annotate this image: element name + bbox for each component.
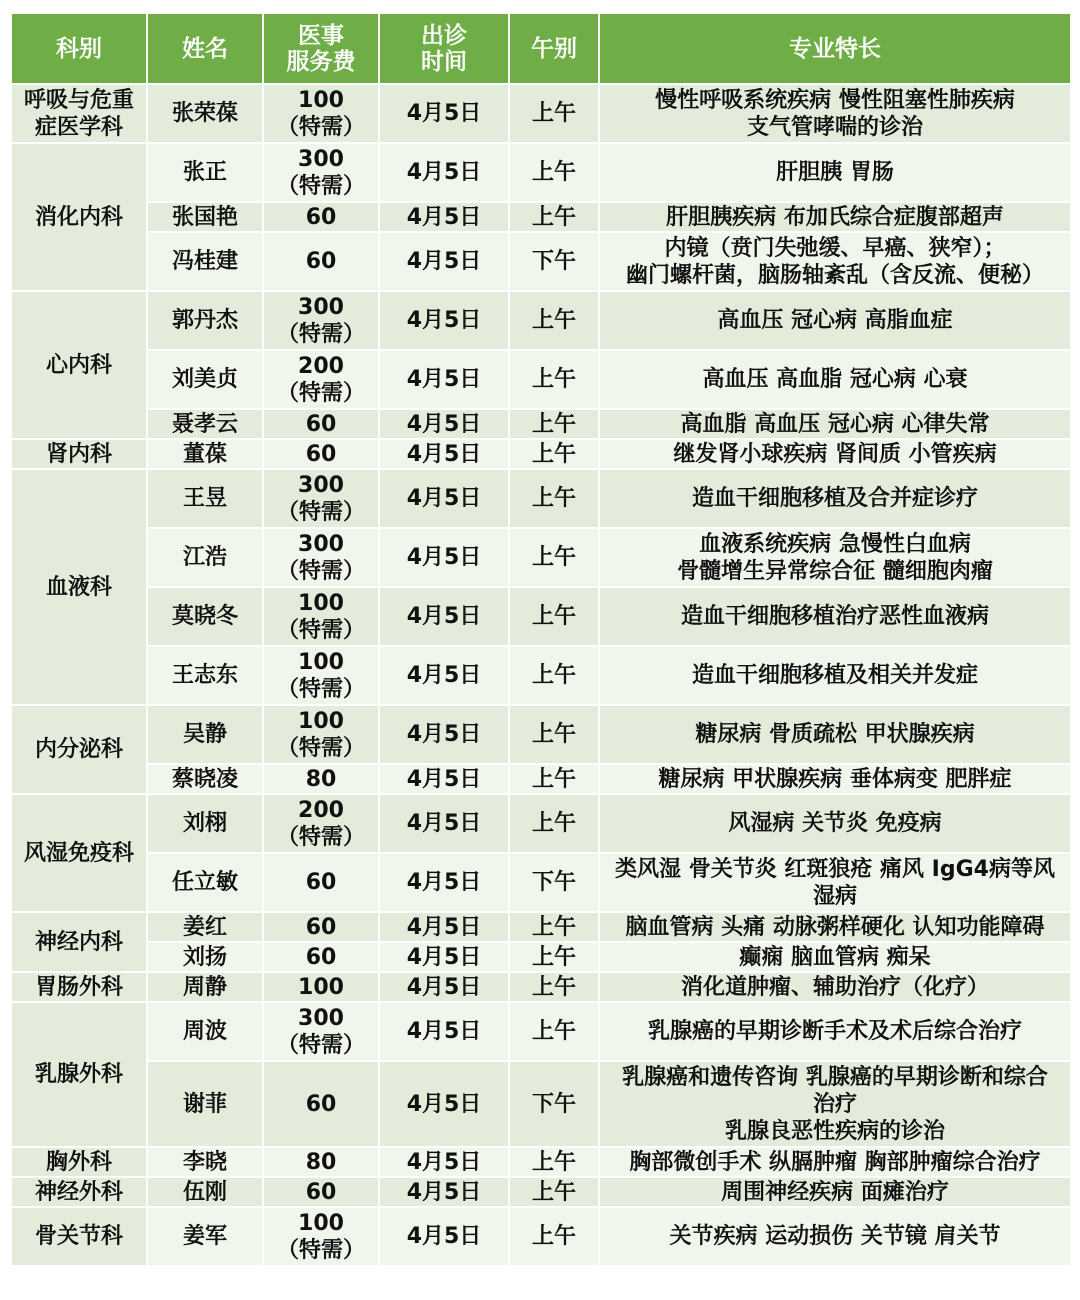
dept-cell: 肾内科	[11, 439, 147, 469]
fee-value: 80	[305, 1149, 337, 1175]
visit-date: 4月5日	[379, 1177, 509, 1207]
doctor-name: 姜军	[147, 1207, 263, 1266]
specialty-line: 高血脂 高血压 冠心病 心律失常	[680, 411, 990, 437]
table-row	[11, 1207, 1071, 1266]
visit-date: 4月5日	[379, 1061, 509, 1147]
fee-cell	[263, 794, 379, 853]
specialty-cell	[599, 853, 1071, 912]
visit-date: 4月5日	[379, 143, 509, 202]
specialty-line: 糖尿病 骨质疏松 甲状腺疾病	[695, 722, 975, 747]
fee-cell	[263, 350, 379, 409]
visit-date: 4月5日	[379, 1207, 509, 1266]
doctor-name: 伍刚	[147, 1177, 263, 1207]
fee-value: 200	[298, 353, 344, 379]
doctor-name: 董葆	[147, 439, 263, 469]
fee-value: 80	[305, 766, 337, 792]
visit-period: 上午	[509, 350, 599, 409]
fee-value: 100	[298, 590, 344, 616]
specialty-line: 造血干细胞移植及相关并发症	[691, 663, 978, 688]
visit-date: 4月5日	[379, 853, 509, 912]
fee-cell	[263, 587, 379, 646]
specialty-cell	[599, 143, 1071, 202]
doctor-name: 姜红	[147, 912, 263, 942]
doctor-name: 王志东	[147, 646, 263, 705]
fee-value: 100	[298, 974, 344, 1000]
fee-cell	[263, 439, 379, 469]
specialty-line: 类风湿 骨关节炎 红斑狼疮 痛风 IgG4病等风	[615, 856, 1055, 882]
fee-cell	[263, 1061, 379, 1147]
specialty-line: 肝胆胰疾病 布加氏综合症腹部超声	[666, 204, 1004, 230]
visit-period: 上午	[509, 143, 599, 202]
dept-cell: 乳腺外科	[11, 1002, 147, 1147]
specialty-cell	[599, 232, 1071, 291]
fee-cell	[263, 232, 379, 291]
table-row	[11, 469, 1071, 528]
visit-period: 上午	[509, 291, 599, 350]
visit-date: 4月5日	[379, 1002, 509, 1061]
fee-value: 60	[305, 249, 337, 274]
fee-value: 300	[298, 531, 344, 557]
fee-cell	[263, 646, 379, 705]
table-row	[11, 587, 1071, 646]
table-row	[11, 143, 1071, 202]
visit-date: 4月5日	[379, 291, 509, 350]
visit-period: 上午	[509, 1002, 599, 1061]
visit-date: 4月5日	[379, 439, 509, 469]
specialty-line: 造血干细胞移植治疗恶性血液病	[680, 604, 989, 629]
header-time	[379, 13, 509, 84]
fee-cell	[263, 143, 379, 202]
visit-period: 上午	[509, 528, 599, 587]
doctor-name: 郭丹杰	[147, 291, 263, 350]
fee-cell	[263, 528, 379, 587]
specialty-cell	[599, 972, 1071, 1002]
doctor-name: 任立敏	[147, 853, 263, 912]
visit-date: 4月5日	[379, 942, 509, 972]
specialty-cell	[599, 84, 1071, 143]
visit-period: 上午	[509, 646, 599, 705]
specialty-line: 关节疾病 运动损伤 关节镜 肩关节	[669, 1224, 1001, 1249]
specialty-line: 消化道肿瘤、辅助治疗（化疗）	[680, 974, 989, 1000]
specialty-cell	[599, 202, 1071, 232]
doctor-name: 聂孝云	[147, 409, 263, 439]
specialty-cell	[599, 705, 1071, 764]
fee-note: （特需）	[276, 735, 365, 761]
table-row	[11, 232, 1071, 291]
fee-note: （特需）	[276, 173, 365, 199]
table-row	[11, 1002, 1071, 1061]
doctor-name: 莫晓冬	[147, 587, 263, 646]
table-row	[11, 912, 1071, 942]
table-row	[11, 942, 1071, 972]
fee-note: （特需）	[276, 558, 365, 584]
specialty-cell	[599, 1002, 1071, 1061]
visit-date: 4月5日	[379, 202, 509, 232]
dept-cell: 神经外科	[11, 1177, 147, 1207]
specialty-cell	[599, 646, 1071, 705]
fee-value: 60	[305, 441, 337, 467]
visit-period: 上午	[509, 409, 599, 439]
fee-cell	[263, 764, 379, 794]
fee-value: 100	[298, 1210, 344, 1236]
fee-value: 300	[298, 294, 344, 320]
specialty-line: 乳腺良恶性疾病的诊治	[724, 1118, 945, 1144]
table-row	[11, 202, 1071, 232]
fee-value: 100	[298, 708, 344, 734]
fee-cell	[263, 705, 379, 764]
schedule-body	[11, 84, 1071, 1266]
table-row	[11, 409, 1071, 439]
dept-cell: 内分泌科	[11, 705, 147, 794]
visit-period: 上午	[509, 469, 599, 528]
doctor-name: 江浩	[147, 528, 263, 587]
visit-date: 4月5日	[379, 1147, 509, 1177]
fee-cell	[263, 1002, 379, 1061]
fee-cell	[263, 912, 379, 942]
doctor-name: 张正	[147, 143, 263, 202]
table-row	[11, 528, 1071, 587]
fee-value: 60	[305, 1091, 337, 1117]
fee-cell	[263, 291, 379, 350]
dept-cell: 胸外科	[11, 1147, 147, 1177]
specialty-line: 高血压 冠心病 高脂血症	[717, 308, 953, 333]
specialty-line: 继发肾小球疾病 肾间质 小管疾病	[673, 441, 997, 467]
table-row	[11, 291, 1071, 350]
specialty-cell	[599, 1147, 1071, 1177]
specialty-line: 慢性呼吸系统疾病 慢性阻塞性肺疾病	[655, 87, 1015, 113]
dept-cell: 胃肠外科	[11, 972, 147, 1002]
table-row	[11, 350, 1071, 409]
fee-value: 60	[305, 870, 337, 895]
visit-period: 下午	[509, 232, 599, 291]
specialty-cell	[599, 942, 1071, 972]
visit-period: 上午	[509, 1207, 599, 1266]
dept-cell: 骨关节科	[11, 1207, 147, 1266]
doctor-name: 张荣葆	[147, 84, 263, 143]
doctor-name: 刘栩	[147, 794, 263, 853]
fee-note: （特需）	[276, 114, 365, 140]
fee-note: （特需）	[276, 321, 365, 347]
doctor-name: 李晓	[147, 1147, 263, 1177]
visit-period: 上午	[509, 942, 599, 972]
fee-cell	[263, 1207, 379, 1266]
fee-value: 300	[298, 472, 344, 498]
table-row	[11, 1177, 1071, 1207]
table-row	[11, 646, 1071, 705]
fee-note: （特需）	[276, 1032, 365, 1058]
doctor-name: 谢菲	[147, 1061, 263, 1147]
header-fee-line1: 医事	[298, 22, 344, 49]
header-fee-line2: 服务费	[286, 48, 356, 75]
visit-date: 4月5日	[379, 528, 509, 587]
visit-date: 4月5日	[379, 587, 509, 646]
visit-period: 下午	[509, 1061, 599, 1147]
specialty-cell	[599, 439, 1071, 469]
dept-cell: 风湿免疫科	[11, 794, 147, 912]
fee-note: （特需）	[276, 499, 365, 525]
fee-value: 60	[305, 204, 337, 230]
fee-value: 60	[305, 914, 337, 940]
specialty-cell	[599, 350, 1071, 409]
specialty-cell	[599, 469, 1071, 528]
header-specialty: 专业特长	[599, 13, 1071, 84]
specialty-line: 治疗	[812, 1091, 857, 1117]
specialty-line: 支气管哮喘的诊治	[746, 114, 923, 140]
header-row	[11, 13, 1071, 84]
specialty-line: 内镜（贲门失弛缓、早癌、狭窄）；	[664, 235, 1006, 261]
fee-cell	[263, 1177, 379, 1207]
visit-date: 4月5日	[379, 705, 509, 764]
fee-note: （特需）	[276, 824, 365, 850]
header-dept: 科别	[11, 13, 147, 84]
specialty-line: 骨髓增生异常综合征 髓细胞肉瘤	[677, 558, 993, 584]
doctor-name: 王昱	[147, 469, 263, 528]
visit-period: 上午	[509, 587, 599, 646]
doctor-name: 蔡晓凌	[147, 764, 263, 794]
specialty-cell	[599, 912, 1071, 942]
visit-period: 上午	[509, 1147, 599, 1177]
visit-period: 上午	[509, 439, 599, 469]
doctor-name: 刘扬	[147, 942, 263, 972]
specialty-line: 湿病	[812, 883, 857, 909]
specialty-cell	[599, 587, 1071, 646]
table-row	[11, 439, 1071, 469]
dept-cell: 神经内科	[11, 912, 147, 972]
specialty-cell	[599, 409, 1071, 439]
doctor-name: 张国艳	[147, 202, 263, 232]
fee-note: （特需）	[276, 1237, 365, 1263]
table-row	[11, 1147, 1071, 1177]
fee-note: （特需）	[276, 380, 365, 406]
visit-period: 下午	[509, 853, 599, 912]
specialty-cell	[599, 528, 1071, 587]
table-row	[11, 794, 1071, 853]
visit-date: 4月5日	[379, 350, 509, 409]
fee-cell	[263, 853, 379, 912]
doctor-name: 冯桂建	[147, 232, 263, 291]
specialty-line: 高血压 高血脂 冠心病 心衰	[702, 367, 968, 392]
visit-date: 4月5日	[379, 972, 509, 1002]
header-fee	[263, 13, 379, 84]
visit-date: 4月5日	[379, 469, 509, 528]
visit-period: 上午	[509, 912, 599, 942]
schedule-table	[10, 12, 1072, 1267]
doctor-name: 刘美贞	[147, 350, 263, 409]
specialty-line: 癫痫 脑血管病 痴呆	[739, 944, 931, 970]
specialty-cell	[599, 794, 1071, 853]
visit-date: 4月5日	[379, 84, 509, 143]
specialty-line: 糖尿病 甲状腺疾病 垂体病变 肥胖症	[658, 766, 1012, 792]
fee-cell	[263, 972, 379, 1002]
fee-value: 100	[298, 87, 344, 113]
specialty-line: 幽门螺杆菌，脑肠轴紊乱（含反流、便秘）	[625, 262, 1044, 288]
fee-value: 300	[298, 146, 344, 172]
fee-cell	[263, 202, 379, 232]
specialty-line: 胸部微创手术 纵膈肿瘤 胸部肿瘤综合治疗	[629, 1149, 1041, 1175]
visit-period: 上午	[509, 84, 599, 143]
fee-cell	[263, 469, 379, 528]
specialty-line: 风湿病 关节炎 免疫病	[728, 811, 942, 836]
visit-period: 上午	[509, 794, 599, 853]
table-row	[11, 764, 1071, 794]
table-row	[11, 853, 1071, 912]
visit-date: 4月5日	[379, 646, 509, 705]
doctor-name: 周波	[147, 1002, 263, 1061]
header-time-line2: 时间	[421, 48, 467, 75]
specialty-line: 肝胆胰 胃肠	[776, 160, 894, 185]
header-name: 姓名	[147, 13, 263, 84]
fee-value: 60	[305, 1179, 337, 1205]
specialty-line: 造血干细胞移植及合并症诊疗	[691, 486, 978, 511]
visit-date: 4月5日	[379, 409, 509, 439]
visit-date: 4月5日	[379, 912, 509, 942]
fee-value: 200	[298, 797, 344, 823]
specialty-line: 乳腺癌和遗传咨询 乳腺癌的早期诊断和综合	[622, 1064, 1048, 1090]
specialty-line: 周围神经疾病 面瘫治疗	[721, 1179, 949, 1205]
visit-period: 上午	[509, 764, 599, 794]
dept-cell: 消化内科	[11, 143, 147, 291]
visit-period: 上午	[509, 202, 599, 232]
doctor-name: 周静	[147, 972, 263, 1002]
fee-cell	[263, 409, 379, 439]
table-row	[11, 1061, 1071, 1147]
header-time-line1: 出诊	[421, 22, 467, 49]
fee-note: （特需）	[276, 676, 365, 702]
table-row	[11, 972, 1071, 1002]
specialty-cell	[599, 1177, 1071, 1207]
specialty-cell	[599, 1207, 1071, 1266]
visit-date: 4月5日	[379, 794, 509, 853]
doctor-name: 吴静	[147, 705, 263, 764]
header-period: 午别	[509, 13, 599, 84]
fee-value: 60	[305, 411, 337, 437]
specialty-cell	[599, 764, 1071, 794]
table-row	[11, 705, 1071, 764]
fee-cell	[263, 84, 379, 143]
visit-date: 4月5日	[379, 764, 509, 794]
visit-period: 上午	[509, 972, 599, 1002]
specialty-line: 血液系统疾病 急慢性白血病	[699, 531, 971, 557]
fee-value: 300	[298, 1005, 344, 1031]
dept-cell: 心内科	[11, 291, 147, 439]
specialty-line: 乳腺癌的早期诊断手术及术后综合治疗	[647, 1019, 1022, 1044]
visit-period: 上午	[509, 1177, 599, 1207]
fee-cell	[263, 1147, 379, 1177]
visit-period: 上午	[509, 705, 599, 764]
fee-cell	[263, 942, 379, 972]
table-row	[11, 84, 1071, 143]
dept-cell: 呼吸与危重症医学科	[11, 84, 147, 143]
specialty-cell	[599, 1061, 1071, 1147]
specialty-cell	[599, 291, 1071, 350]
dept-cell: 血液科	[11, 469, 147, 705]
fee-note: （特需）	[276, 617, 365, 643]
fee-value: 100	[298, 649, 344, 675]
fee-value: 60	[305, 944, 337, 970]
specialty-line: 脑血管病 头痛 动脉粥样硬化 认知功能障碍	[625, 914, 1045, 940]
visit-date: 4月5日	[379, 232, 509, 291]
